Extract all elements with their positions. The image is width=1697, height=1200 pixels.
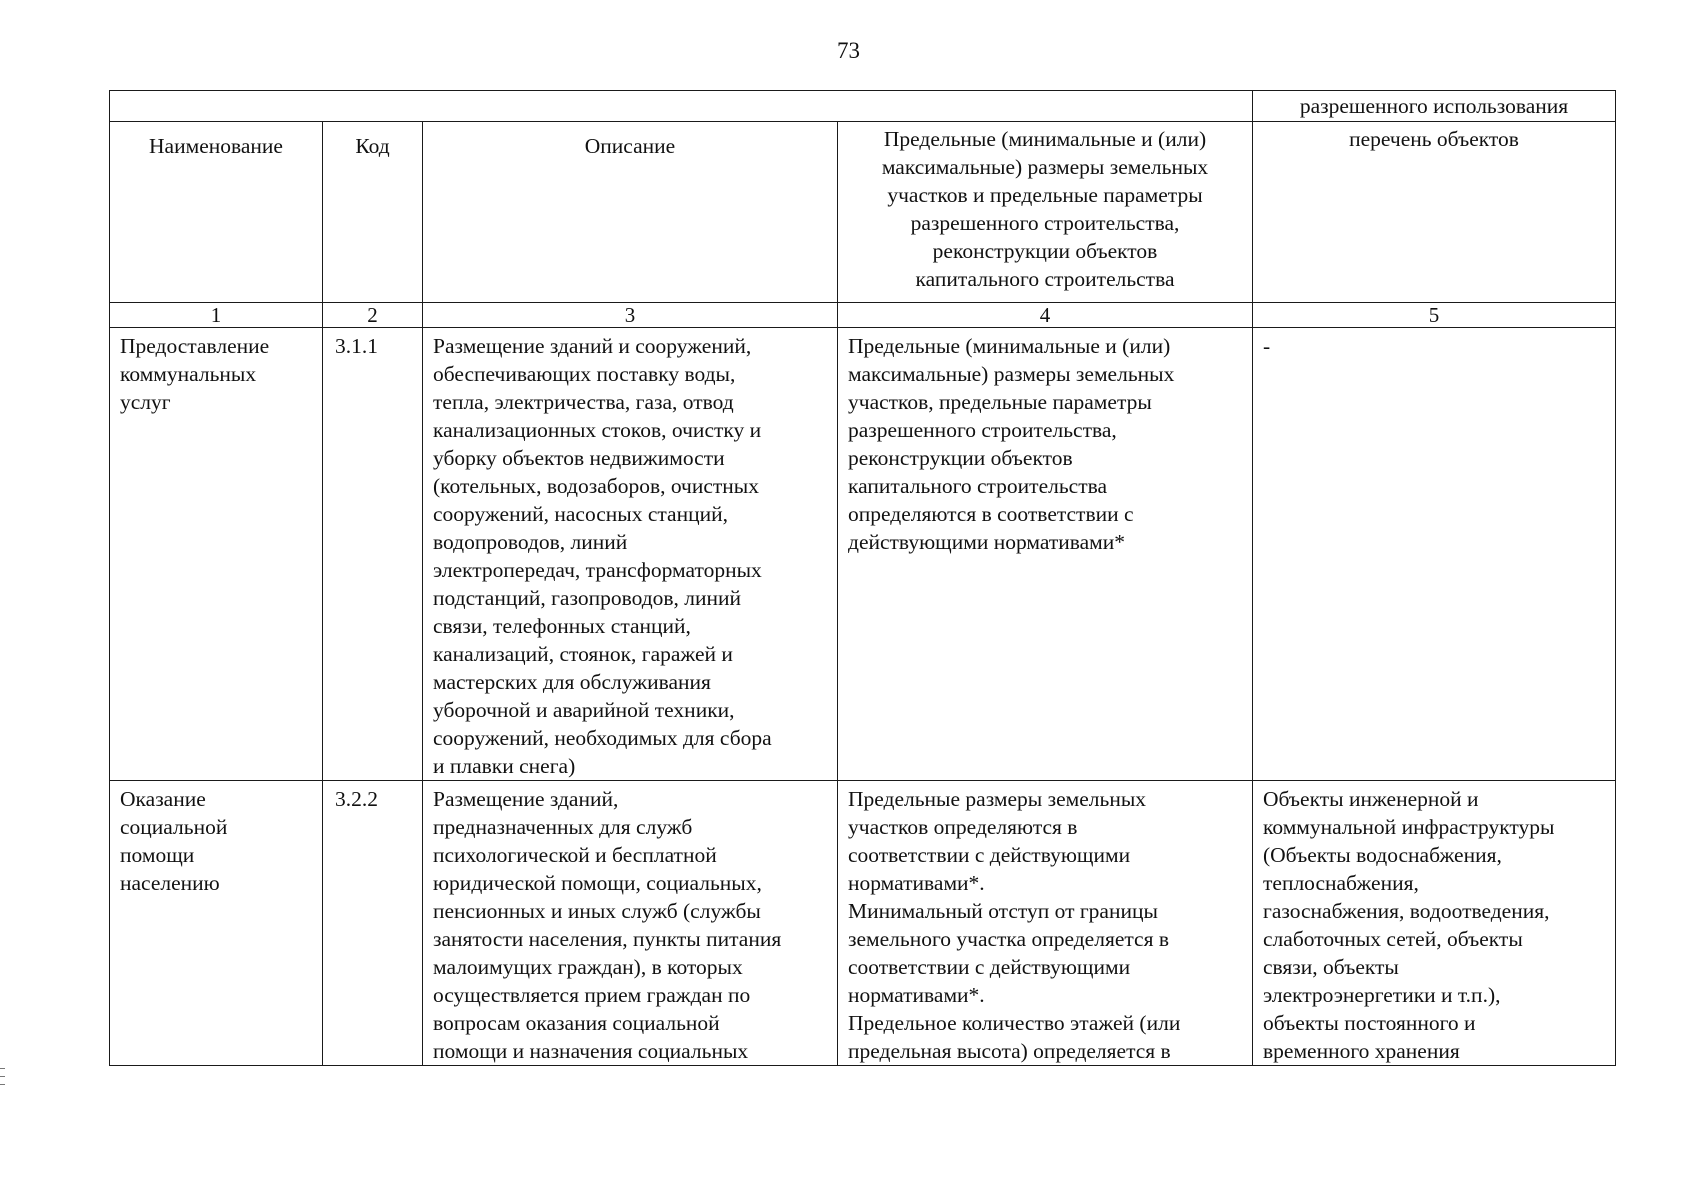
header-limits-line: участков и предельные параметры xyxy=(887,183,1203,207)
row-name-line: Предоставление xyxy=(120,334,270,358)
top-header-permitted-use: разрешенного использования xyxy=(1253,91,1616,122)
row-description-line: юридической помощи, социальных, xyxy=(433,871,762,895)
row-name-line: коммунальных xyxy=(120,362,257,386)
row-limits-line: разрешенного строительства, xyxy=(848,418,1117,442)
row-name-line: социальной xyxy=(120,815,228,839)
row-description-line: занятости населения, пункты питания xyxy=(433,927,782,951)
row-name-line: населению xyxy=(120,871,220,895)
row-description-line: сооружений, насосных станций, xyxy=(433,502,728,526)
row-description-line: пенсионных и иных служб (службы xyxy=(433,899,761,923)
binding-mark xyxy=(0,1084,5,1085)
header-description: Описание xyxy=(423,122,838,303)
row-objects-line: коммунальной инфраструктуры xyxy=(1263,815,1555,839)
row-limits-line: Минимальный отступ от границы xyxy=(848,899,1158,923)
row-description-line: подстанций, газопроводов, линий xyxy=(433,586,742,610)
row-description-line: психологической и бесплатной xyxy=(433,843,717,867)
row-description-line: мастерских для обслуживания xyxy=(433,670,711,694)
column-number: 1 xyxy=(110,303,323,328)
row-limits-cell xyxy=(838,328,1253,781)
header-limits-line: капитального строительства xyxy=(915,267,1175,291)
header-limits-line: Предельные (минимальные и (или) xyxy=(883,127,1207,151)
row-limits-line: соответствии с действующими xyxy=(848,843,1131,867)
header-name: Наименование xyxy=(110,122,323,303)
row-limits-line: действующими нормативами* xyxy=(848,530,1126,554)
row-objects-line: связи, объекты xyxy=(1263,955,1399,979)
column-numbers-row xyxy=(110,303,1616,328)
row-description-line: водопроводов, линий xyxy=(433,530,628,554)
binding-mark xyxy=(0,1068,5,1069)
row-description-line: тепла, электричества, газа, отвод xyxy=(433,390,734,414)
header-limits-line: реконструкции объектов xyxy=(932,239,1158,263)
row-limits-line: Предельные (минимальные и (или) xyxy=(848,334,1171,358)
row-description-cell xyxy=(423,328,838,781)
row-objects-line: (Объекты водоснабжения, xyxy=(1263,843,1502,867)
row-limits-line: участков, предельные параметры xyxy=(848,390,1152,414)
table-row xyxy=(110,781,1616,1066)
row-description-line: Размещение зданий и сооружений, xyxy=(433,334,752,358)
row-description-line: вопросам оказания социальной xyxy=(433,1011,720,1035)
row-limits-line: максимальные) размеры земельных xyxy=(848,362,1175,386)
row-objects-line: слаботочных сетей, объекты xyxy=(1263,927,1523,951)
binding-edge-marks xyxy=(0,1068,5,1092)
row-limits-line: Предельные размеры земельных xyxy=(848,787,1147,811)
row-description-cell xyxy=(423,781,838,1066)
row-objects-line: - xyxy=(1263,334,1271,358)
header-limits-line: разрешенного строительства, xyxy=(910,211,1180,235)
row-limits-line: реконструкции объектов xyxy=(848,446,1073,470)
column-number: 5 xyxy=(1253,303,1616,328)
row-description-line: уборку объектов недвижимости xyxy=(433,446,725,470)
row-description-line: помощи и назначения социальных xyxy=(433,1039,749,1063)
row-objects-cell xyxy=(1253,328,1616,781)
row-objects-line: временного хранения xyxy=(1263,1039,1460,1063)
row-limits-line: капитального строительства xyxy=(848,474,1108,498)
row-description-line: предназначенных для служб xyxy=(433,815,693,839)
row-description-line: сооружений, необходимых для сбора xyxy=(433,726,772,750)
row-limits-line: участков определяются в xyxy=(848,815,1078,839)
row-name-line: Оказание xyxy=(120,787,206,811)
row-description-line: канализаций, стоянок, гаражей и xyxy=(433,642,733,666)
row-description-line: канализационных стоков, очистку и xyxy=(433,418,762,442)
row-description-line: Размещение зданий, xyxy=(433,787,619,811)
binding-mark xyxy=(0,1076,5,1077)
row-description-line: и плавки снега) xyxy=(433,754,576,778)
row-name-line: помощи xyxy=(120,843,195,867)
row-limits-line: земельного участка определяется в xyxy=(848,927,1169,951)
row-code-cell: 3.2.2 xyxy=(323,781,423,1066)
header-code: Код xyxy=(323,122,423,303)
row-limits-line: определяются в соответствии с xyxy=(848,502,1134,526)
header-limits xyxy=(838,122,1253,303)
top-header-blank-cell xyxy=(110,91,1253,122)
column-number: 2 xyxy=(323,303,423,328)
header-limits-line: максимальные) размеры земельных xyxy=(881,155,1209,179)
table-header-row xyxy=(110,122,1616,303)
regulations-table xyxy=(109,90,1616,1066)
row-description-line: осуществляется прием граждан по xyxy=(433,983,751,1007)
row-objects-line: объекты постоянного и xyxy=(1263,1011,1476,1035)
header-objects: перечень объектов xyxy=(1253,122,1616,303)
row-limits-line: нормативами*. xyxy=(848,871,985,895)
row-limits-line: Предельное количество этажей (или xyxy=(848,1011,1181,1035)
row-description-line: электропередач, трансформаторных xyxy=(433,558,762,582)
row-limits-line: нормативами*. xyxy=(848,983,985,1007)
column-number: 3 xyxy=(423,303,838,328)
page-number: 73 xyxy=(837,38,860,63)
row-description-line: (котельных, водозаборов, очистных xyxy=(433,474,760,498)
row-description-line: обеспечивающих поставку воды, xyxy=(433,362,736,386)
row-objects-line: теплоснабжения, xyxy=(1263,871,1419,895)
row-limits-cell xyxy=(838,781,1253,1066)
row-objects-line: электроэнергетики и т.п.), xyxy=(1263,983,1501,1007)
column-number: 4 xyxy=(838,303,1253,328)
row-description-line: связи, телефонных станций, xyxy=(433,614,691,638)
row-code-cell: 3.1.1 xyxy=(323,328,423,781)
row-objects-line: газоснабжения, водоотведения, xyxy=(1263,899,1550,923)
table-top-header-row xyxy=(110,91,1616,122)
row-description-line: малоимущих граждан), в которых xyxy=(433,955,743,979)
row-name-cell xyxy=(110,781,323,1066)
row-objects-line: Объекты инженерной и xyxy=(1263,787,1479,811)
row-limits-line: предельная высота) определяется в xyxy=(848,1039,1171,1063)
row-objects-cell xyxy=(1253,781,1616,1066)
row-name-cell xyxy=(110,328,323,781)
row-name-line: услуг xyxy=(120,390,171,414)
table-row xyxy=(110,328,1616,781)
row-description-line: уборочной и аварийной техники, xyxy=(433,698,735,722)
row-limits-line: соответствии с действующими xyxy=(848,955,1131,979)
